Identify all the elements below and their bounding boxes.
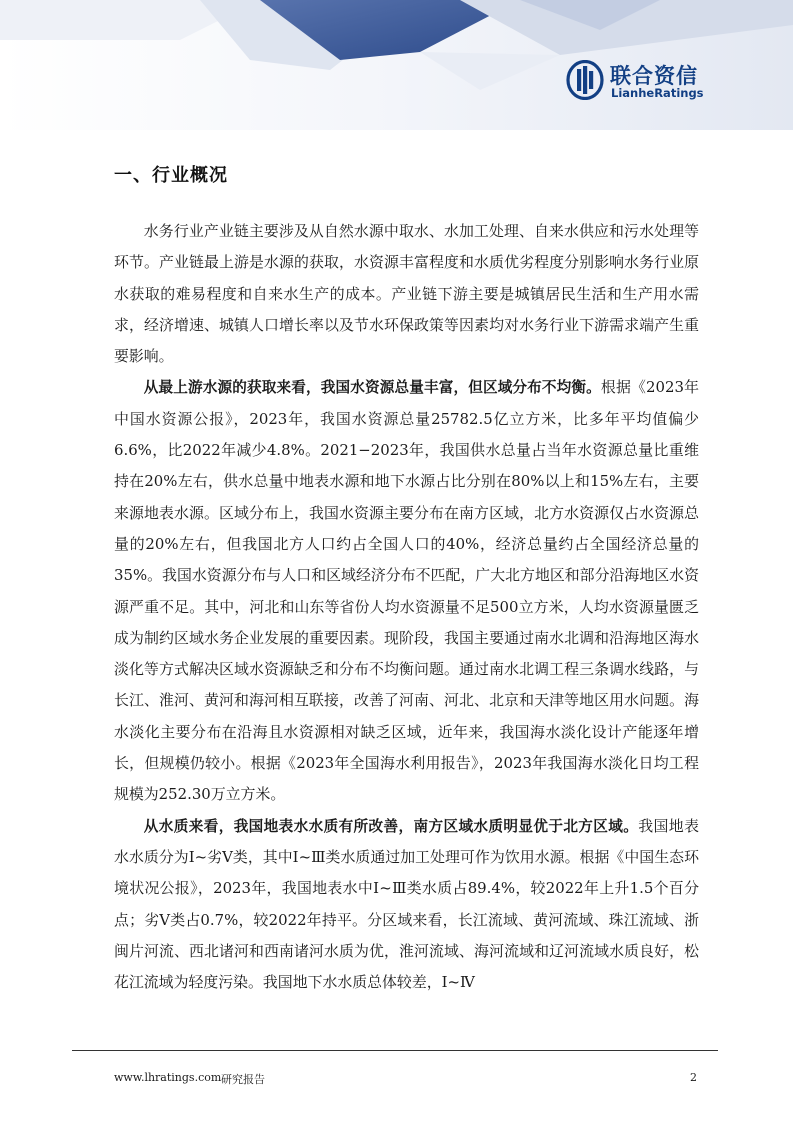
logo-chinese-name: 联合资信 bbox=[610, 64, 698, 88]
report-body bbox=[114, 216, 699, 998]
paragraph-industry-chain bbox=[114, 216, 699, 372]
paragraph-water-quality bbox=[114, 811, 699, 999]
footer-website-link[interactable]: www.lhratings.com bbox=[114, 1071, 222, 1084]
section-heading: 一、行业概况 bbox=[114, 165, 228, 186]
footer-document-type: 研究报告 bbox=[221, 1073, 265, 1086]
footer-divider bbox=[72, 1050, 718, 1051]
paragraph-water-resources bbox=[114, 372, 699, 810]
logo-english-name: LianheRatings bbox=[611, 86, 704, 100]
paragraph-lead: 从最上游水源的获取来看，我国水资源总量丰富，但区域分布不均衡。 bbox=[143, 379, 601, 397]
paragraph-text: 根据《2023年中国水资源公报》，2023年，我国水资源总量25782.5亿立方米，比多年平均值偏少6.6%，比2022年减少4.8%。2021−2023年，我国供水总量占当年水资源总量比重维持在20%左右，供水总量中地表水源和地下水源占比分别在80%以上和15%左右，主要来源地表水源。区域分布上，我国水资源主要分布在南方区域，北方水资源仅占水资源总量的20%左右，但我国北方人口约占全国人口的40%，经济总量约占全国经济总量的35%。我国水资源分布与人口和区域经济分布不匹配，广大北方地区和部分沿海地区水资源严重不足。其中，河北和山东等省份人均水资源量不足500立方米，人均水资源量匮乏成为制约区域水务企业发展的重要因素。现阶段，我国主要通过南水北调和沿海地区海水淡化等方式解决区域水资源缺乏和分布不均衡问题。通过南水北调工程三条调水线路，与长江、淮河、黄河和海河相互联接，改善了河南、河北、北京和天津等地区用水问题。海水淡化主要分布在沿海且水资源相对缺乏区域，近年来，我国海水淡化设计产能逐年增长，但规模仍较小。根据《2023年全国海水利用报告》，2023年我国海水淡化日均工程规模为252.30万立方米。 bbox=[114, 378, 699, 804]
paragraph-text: 水务行业产业链主要涉及从自然水源中取水、水加工处理、自来水供应和污水处理等环节。产业链最上游是水源的获取，水资源丰富程度和水质优劣程度分别影响水务行业原水获取的难易程度和自来水生产的成本。产业链下游主要是城镇居民生活和生产用水需求，经济增速、城镇人口增长率以及节水环保政策等因素均对水务行业下游需求端产生重要影响。 bbox=[114, 222, 699, 366]
company-logo bbox=[566, 58, 716, 106]
page-number: 2 bbox=[690, 1071, 697, 1084]
paragraph-text: 我国地表水水质分为Ⅰ~劣Ⅴ类，其中Ⅰ~Ⅲ类水质通过加工处理可作为饮用水源。根据《中国生态环境状况公报》，2023年，我国地表水中Ⅰ~Ⅲ类水质占89.4%，较2022年上升1.5个百分点；劣Ⅴ类占0.7%，较2022年持平。分区域来看，长江流域、黄河流域、珠江流域、浙闽片河流、西北诸河和西南诸河水质为优，淮河流域、海河流域和辽河流域水质良好，松花江流域为轻度污染。我国地下水水质总体较差，Ⅰ~Ⅳ bbox=[114, 816, 699, 992]
paragraph-lead: 从水质来看，我国地表水水质有所改善，南方区域水质明显优于北方区域。 bbox=[143, 817, 639, 835]
logo-mark-icon bbox=[566, 60, 604, 100]
